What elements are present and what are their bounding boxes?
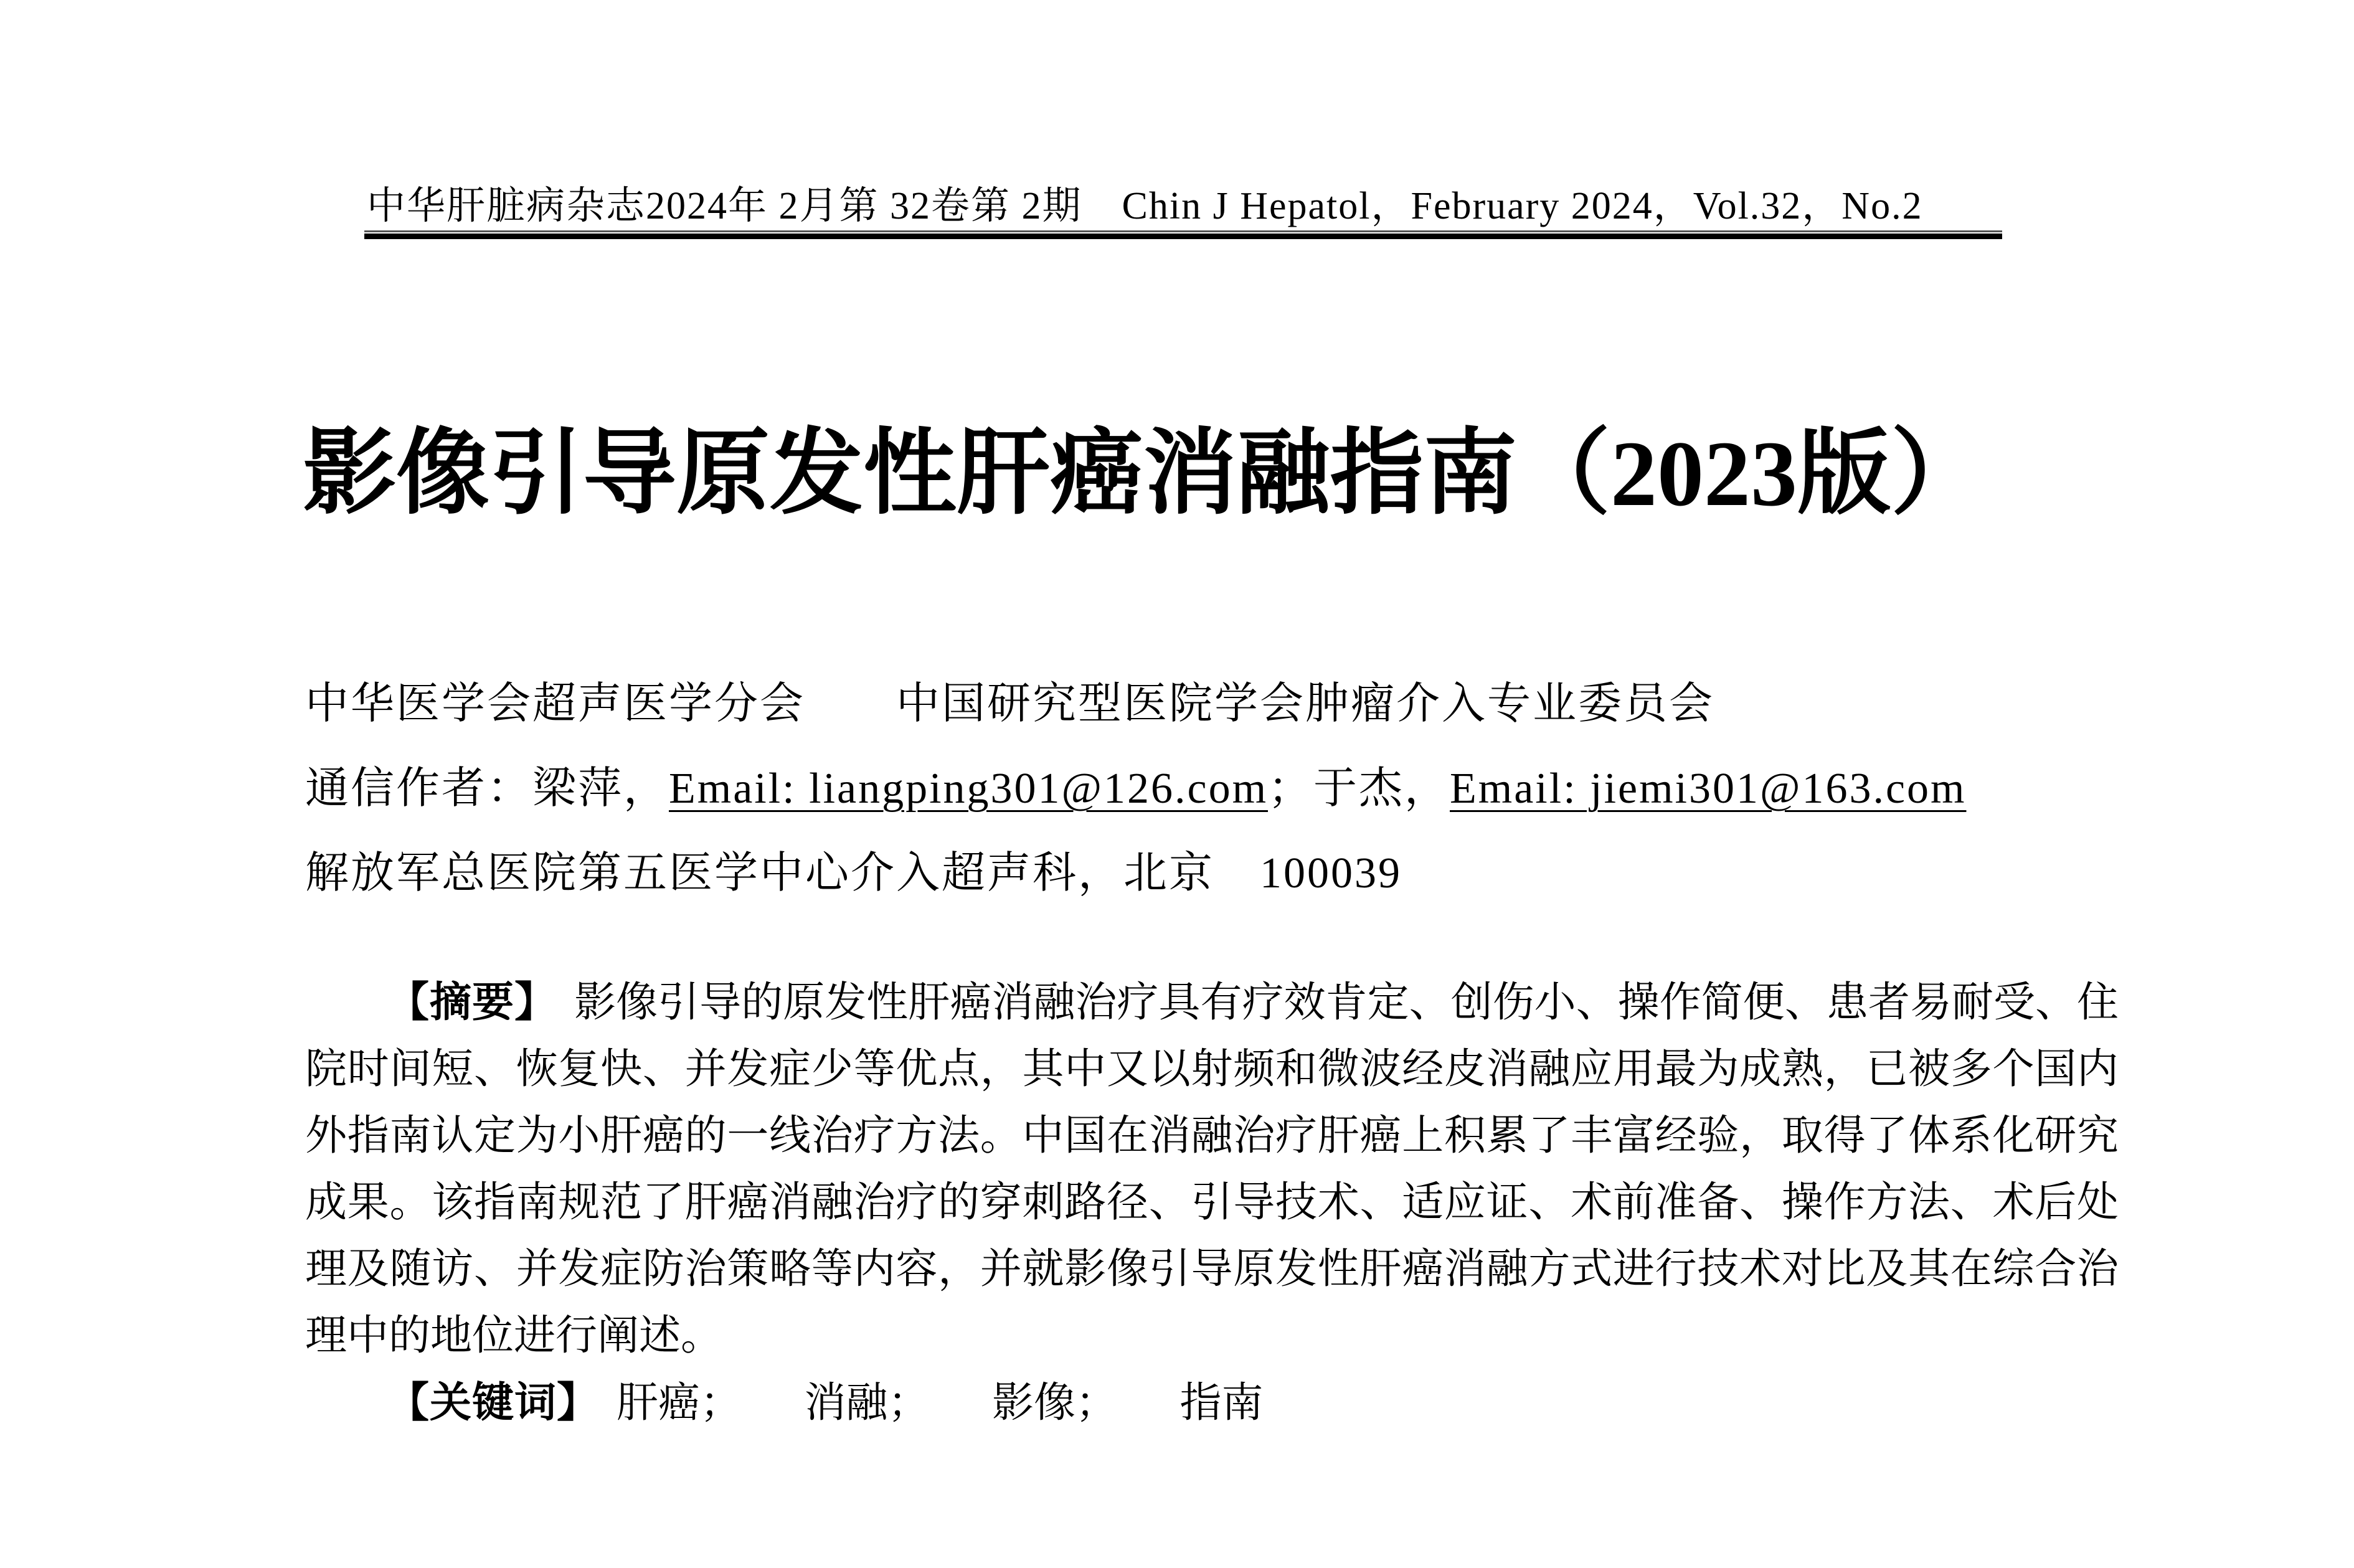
keywords-label: 【关键词】 — [387, 1379, 599, 1426]
correspondence-email-2: Email: jiemi301@163.com — [1450, 765, 1967, 813]
affiliations-line: 中华医学会超声医学分会 中国研究型医院学会肿瘤介入专业委员会 — [305, 680, 1714, 728]
article-title: 影像引导原发性肝癌消融指南（2023版） — [303, 422, 1985, 526]
header-rule — [364, 230, 2002, 239]
journal-header-line: 中华肝脏病杂志2024年 2月第 32卷第 2期 Chin J Hepatol，February 2024，Vol.32，No.2 — [367, 185, 1923, 227]
keywords-text: 肝癌； 消融； 影像； 指南 — [617, 1380, 1264, 1426]
abstract-section — [305, 969, 2119, 1437]
keywords-line — [305, 1369, 2119, 1437]
abstract-paragraph — [305, 969, 2119, 1369]
correspondence-prefix: 通信作者：梁萍， — [305, 765, 669, 813]
correspondence-email-1: Email: liangping301@126.com — [669, 765, 1269, 813]
address-line: 解放军总医院第五医学中心介入超声科，北京 100039 — [305, 849, 1402, 897]
correspondence-line — [305, 763, 1966, 815]
abstract-text: 影像引导的原发性肝癌消融治疗具有疗效肯定、创伤小、操作简便、患者易耐受、住院时间短、恢复快、并发症少等优点，其中又以射频和微波经皮消融应用最为成熟，已被多个国内外指南认定为小肝癌的一线治疗方法。中国在消融治疗肝癌上积累了丰富经验，取得了体系化研究成果。该指南规范了肝癌消融治疗的穿刺路径、引导技术、适应证、术前准备、操作方法、术后处理及随访、并发症防治策略等内容，并就影像引导原发性肝癌消融方式进行技术对比及其在综合治理中的地位进行阐述。 — [305, 980, 2119, 1359]
correspondence-separator: ；于杰， — [1268, 765, 1450, 813]
abstract-label: 【摘要】 — [387, 979, 557, 1026]
